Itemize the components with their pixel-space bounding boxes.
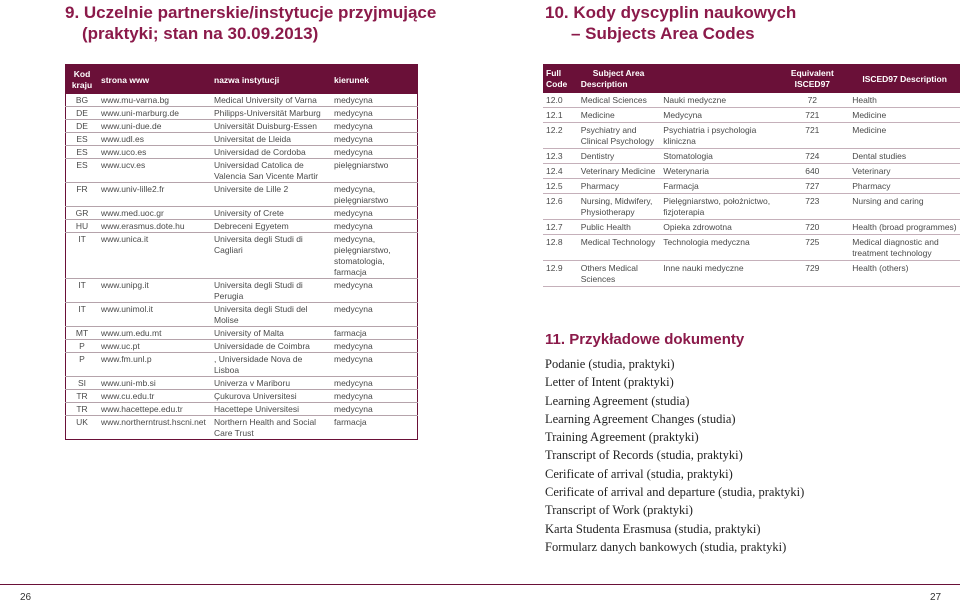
isced-code: 640 [805,166,820,176]
country-code: TR [76,404,88,414]
document-item: Karta Studenta Erasmusa (studia, praktyki) [545,521,761,536]
table-row [543,93,960,108]
subject-english: Medicine [580,110,615,120]
header-equivalent-isced: Equivalent ISCED97 [775,64,849,93]
country-code: ES [76,160,88,170]
table-row [66,133,418,146]
subject-english: Veterinary Medicine [580,166,656,176]
table-row [543,261,960,287]
isced-code: 723 [805,196,820,206]
right-section-title [545,2,796,44]
table-header-row [543,64,960,93]
document-item: Podanie (studia, praktyki) [545,357,675,371]
isced-code: 725 [805,237,820,247]
table-row [543,194,960,220]
subject-polish: Medycyna [663,110,703,120]
header-institution-name: nazwa instytucji [211,65,331,95]
institution-website: www.uni-due.de [101,121,162,131]
left-title-line2: (praktyki; stan na 30.09.2013) [82,24,319,43]
institution-website: www.hacettepe.edu.tr [101,404,183,414]
subject-english: Psychiatry and Clinical Psychology [580,125,654,146]
document-item: Learning Agreement Changes (studia) [545,411,736,426]
documents-section-title: 11. Przykładowe dokumenty [545,331,745,348]
field-of-study: medycyna [334,391,373,401]
institution-website: www.mu-varna.bg [101,95,170,105]
footer-divider-right [480,584,960,585]
country-code: P [79,341,85,351]
isced-description: Health [852,95,877,105]
field-of-study: medycyna [334,121,373,131]
table-row [66,107,418,120]
footer-divider-left [0,584,480,585]
subject-code: 12.5 [546,181,563,191]
institution-name: Hacettepe Universitesi [214,404,300,414]
table-row [66,207,418,220]
institution-website: www.um.edu.mt [101,328,162,338]
subject-code: 12.2 [546,125,563,135]
document-item: Training Agreement (praktyki) [545,430,699,445]
institution-website: www.fm.unl.p [101,354,152,364]
table-row [66,403,418,416]
field-of-study: medycyna [334,378,373,388]
isced-code: 72 [807,95,818,105]
table-row [66,233,418,279]
isced-description: Dental studies [852,151,907,161]
table-row [543,220,960,235]
institution-name: Universidad Catolica de Valencia San Vicente Martir [214,160,319,181]
subject-polish: Technologia medyczna [663,237,750,247]
table-row [66,303,418,327]
isced-description: Nursing and caring [852,196,924,206]
isced-description: Pharmacy [852,181,891,191]
country-code: HU [75,221,89,231]
subject-code: 12.4 [546,166,563,176]
institution-website: www.unica.it [101,234,149,244]
field-of-study: medycyna [334,280,373,290]
header-subject-area: Subject Area Description [578,64,776,93]
page-number-left: 26 [20,592,32,603]
table-row [66,327,418,340]
field-of-study: medycyna [334,147,373,157]
table-row [66,377,418,390]
subject-code: 12.7 [546,222,563,232]
institution-name: Universidad de Cordoba [214,147,306,157]
institution-name: , Universidade Nova de Lisboa [214,354,303,375]
country-code: DE [76,108,88,118]
subject-code: 12.8 [546,237,563,247]
subject-english: Nursing, Midwifery, Physiotherapy [580,196,653,217]
institution-name: Northern Health and Social Care Trust [214,417,317,438]
table-row [543,235,960,261]
institution-name: Universitat de Lleida [214,134,292,144]
header-field: kierunek [331,65,418,95]
subject-english: Others Medical Sciences [580,263,638,284]
institution-website: www.uco.es [101,147,147,157]
header-www: strona www [98,65,211,95]
institution-name: Universita degli Studi di Cagliari [214,234,303,255]
table-row [543,149,960,164]
isced-code: 729 [805,263,820,273]
field-of-study: medycyna [334,208,373,218]
field-of-study: medycyna [334,354,373,364]
partner-institutions-table [65,64,418,440]
table-row [66,159,418,183]
institution-website: www.erasmus.dote.hu [101,221,185,231]
subject-english: Public Health [580,222,631,232]
table-row [543,108,960,123]
right-title-line2: – Subjects Area Codes [571,24,755,43]
institution-website: www.northerntrust.hscni.net [101,417,206,427]
country-code: BG [75,95,89,105]
table-row [66,340,418,353]
subject-polish: Farmacja [663,181,699,191]
institution-website: www.unimol.it [101,304,153,314]
isced-code: 721 [805,110,820,120]
field-of-study: medycyna [334,404,373,414]
institution-website: www.unipg.it [101,280,149,290]
table-row [66,353,418,377]
institution-name: Universite de Lille 2 [214,184,289,194]
field-of-study: medycyna [334,134,373,144]
institution-website: www.udl.es [101,134,144,144]
country-code: SI [77,378,87,388]
table-row [66,279,418,303]
header-isced-description: ISCED97 Description [849,64,960,93]
document-item: Letter of Intent (praktyki) [545,375,674,390]
subject-code: 12.6 [546,196,563,206]
field-of-study: medycyna [334,108,373,118]
subject-area-codes-table [543,64,960,287]
page-number-right: 27 [930,592,942,603]
table-row [66,183,418,207]
subject-polish: Psychiatria i psychologia kliniczna [663,125,757,146]
document-item: Cerificate of arrival and departure (studia, praktyki) [545,485,805,500]
subject-code: 12.1 [546,110,563,120]
country-code: ES [76,147,88,157]
country-code: ES [76,134,88,144]
subject-code: 12.0 [546,95,563,105]
country-code: MT [75,328,89,338]
document-item: Cerificate of arrival (studia, praktyki) [545,466,733,481]
table-row [66,94,418,107]
table-row [66,416,418,440]
institution-website: www.ucv.es [101,160,146,170]
subject-polish: Pielęgniarstwo, położnictwo, fizjoterapia [663,196,771,217]
document-item: Transcript of Records (studia, praktyki) [545,448,743,463]
institution-website: www.univ-lille2.fr [101,184,165,194]
subject-polish: Weterynaria [663,166,709,176]
institution-website: www.uc.pt [101,341,140,351]
subject-code: 12.9 [546,263,563,273]
field-of-study: medycyna [334,341,373,351]
institution-name: Universität Duisburg-Essen [214,121,317,131]
field-of-study: medycyna, pielęgniarstwo [334,184,389,205]
field-of-study: pielęgniarstwo [334,160,389,170]
subject-polish: Inne nauki medyczne [663,263,744,273]
country-code: IT [78,234,86,244]
country-code: UK [76,417,88,427]
institution-name: Philipps-Universität Marburg [214,108,321,118]
document-item: Learning Agreement (studia) [545,393,690,408]
institution-name: Universidade de Coimbra [214,341,310,351]
table-row [543,123,960,149]
field-of-study: medycyna [334,304,373,314]
isced-code: 724 [805,151,820,161]
isced-code: 721 [805,125,820,135]
institution-website: www.cu.edu.tr [101,391,155,401]
field-of-study: medycyna, pielęgniarstwo, stomatologia, farmacja [334,234,391,277]
table-row [66,146,418,159]
isced-description: Medical diagnostic and treatment technology [852,237,939,258]
isced-description: Health (others) [852,263,909,273]
institution-name: University of Malta [214,328,284,338]
subject-english: Medical Sciences [580,95,647,105]
subject-polish: Nauki medyczne [663,95,727,105]
document-item: Transcript of Work (praktyki) [545,503,693,518]
institution-name: University of Crete [214,208,284,218]
isced-code: 727 [805,181,820,191]
right-title-line1: 10. Kody dyscyplin naukowych [545,3,797,22]
table-row [66,220,418,233]
institution-website: www.uni-marburg.de [101,108,179,118]
field-of-study: medycyna [334,95,373,105]
country-code: P [79,354,85,364]
institution-name: Universita degli Studi di Perugia [214,280,303,301]
institution-name: Debreceni Egyetem [214,221,289,231]
header-country-code: Kod kraju [66,65,99,95]
field-of-study: farmacja [334,328,367,338]
isced-description: Medicine [852,110,887,120]
country-code: TR [76,391,88,401]
country-code: GR [75,208,89,218]
subject-polish: Stomatologia [663,151,713,161]
institution-name: Medical University of Varna [214,95,317,105]
subject-english: Dentistry [580,151,615,161]
table-row [543,164,960,179]
isced-description: Veterinary [852,166,891,176]
institution-name: Univerza v Mariboru [214,378,291,388]
field-of-study: farmacja [334,417,367,427]
institution-website: www.uni-mb.si [101,378,156,388]
isced-description: Health (broad programmes) [852,222,957,232]
isced-code: 720 [805,222,820,232]
institution-name: Çukurova Universitesi [214,391,297,401]
left-section-title [65,2,436,44]
left-title-line1: 9. Uczelnie partnerskie/instytucje przyjmujące [65,3,437,22]
header-full-code: Full Code [543,64,578,93]
table-row [66,390,418,403]
institution-name: Universita degli Studi del Molise [214,304,308,325]
subject-polish: Opieka zdrowotna [663,222,732,232]
country-code: IT [78,304,86,314]
country-code: IT [78,280,86,290]
table-row [543,179,960,194]
institution-website: www.med.uoc.gr [101,208,164,218]
subject-english: Pharmacy [580,181,620,191]
document-item: Formularz danych bankowych (studia, praktyki) [545,539,787,554]
table-header-row [66,65,418,95]
documents-list [545,355,804,556]
field-of-study: medycyna [334,221,373,231]
subject-code: 12.3 [546,151,563,161]
country-code: DE [76,121,88,131]
table-row [66,120,418,133]
isced-description: Medicine [852,125,887,135]
subject-english: Medical Technology [580,237,656,247]
country-code: FR [76,184,88,194]
